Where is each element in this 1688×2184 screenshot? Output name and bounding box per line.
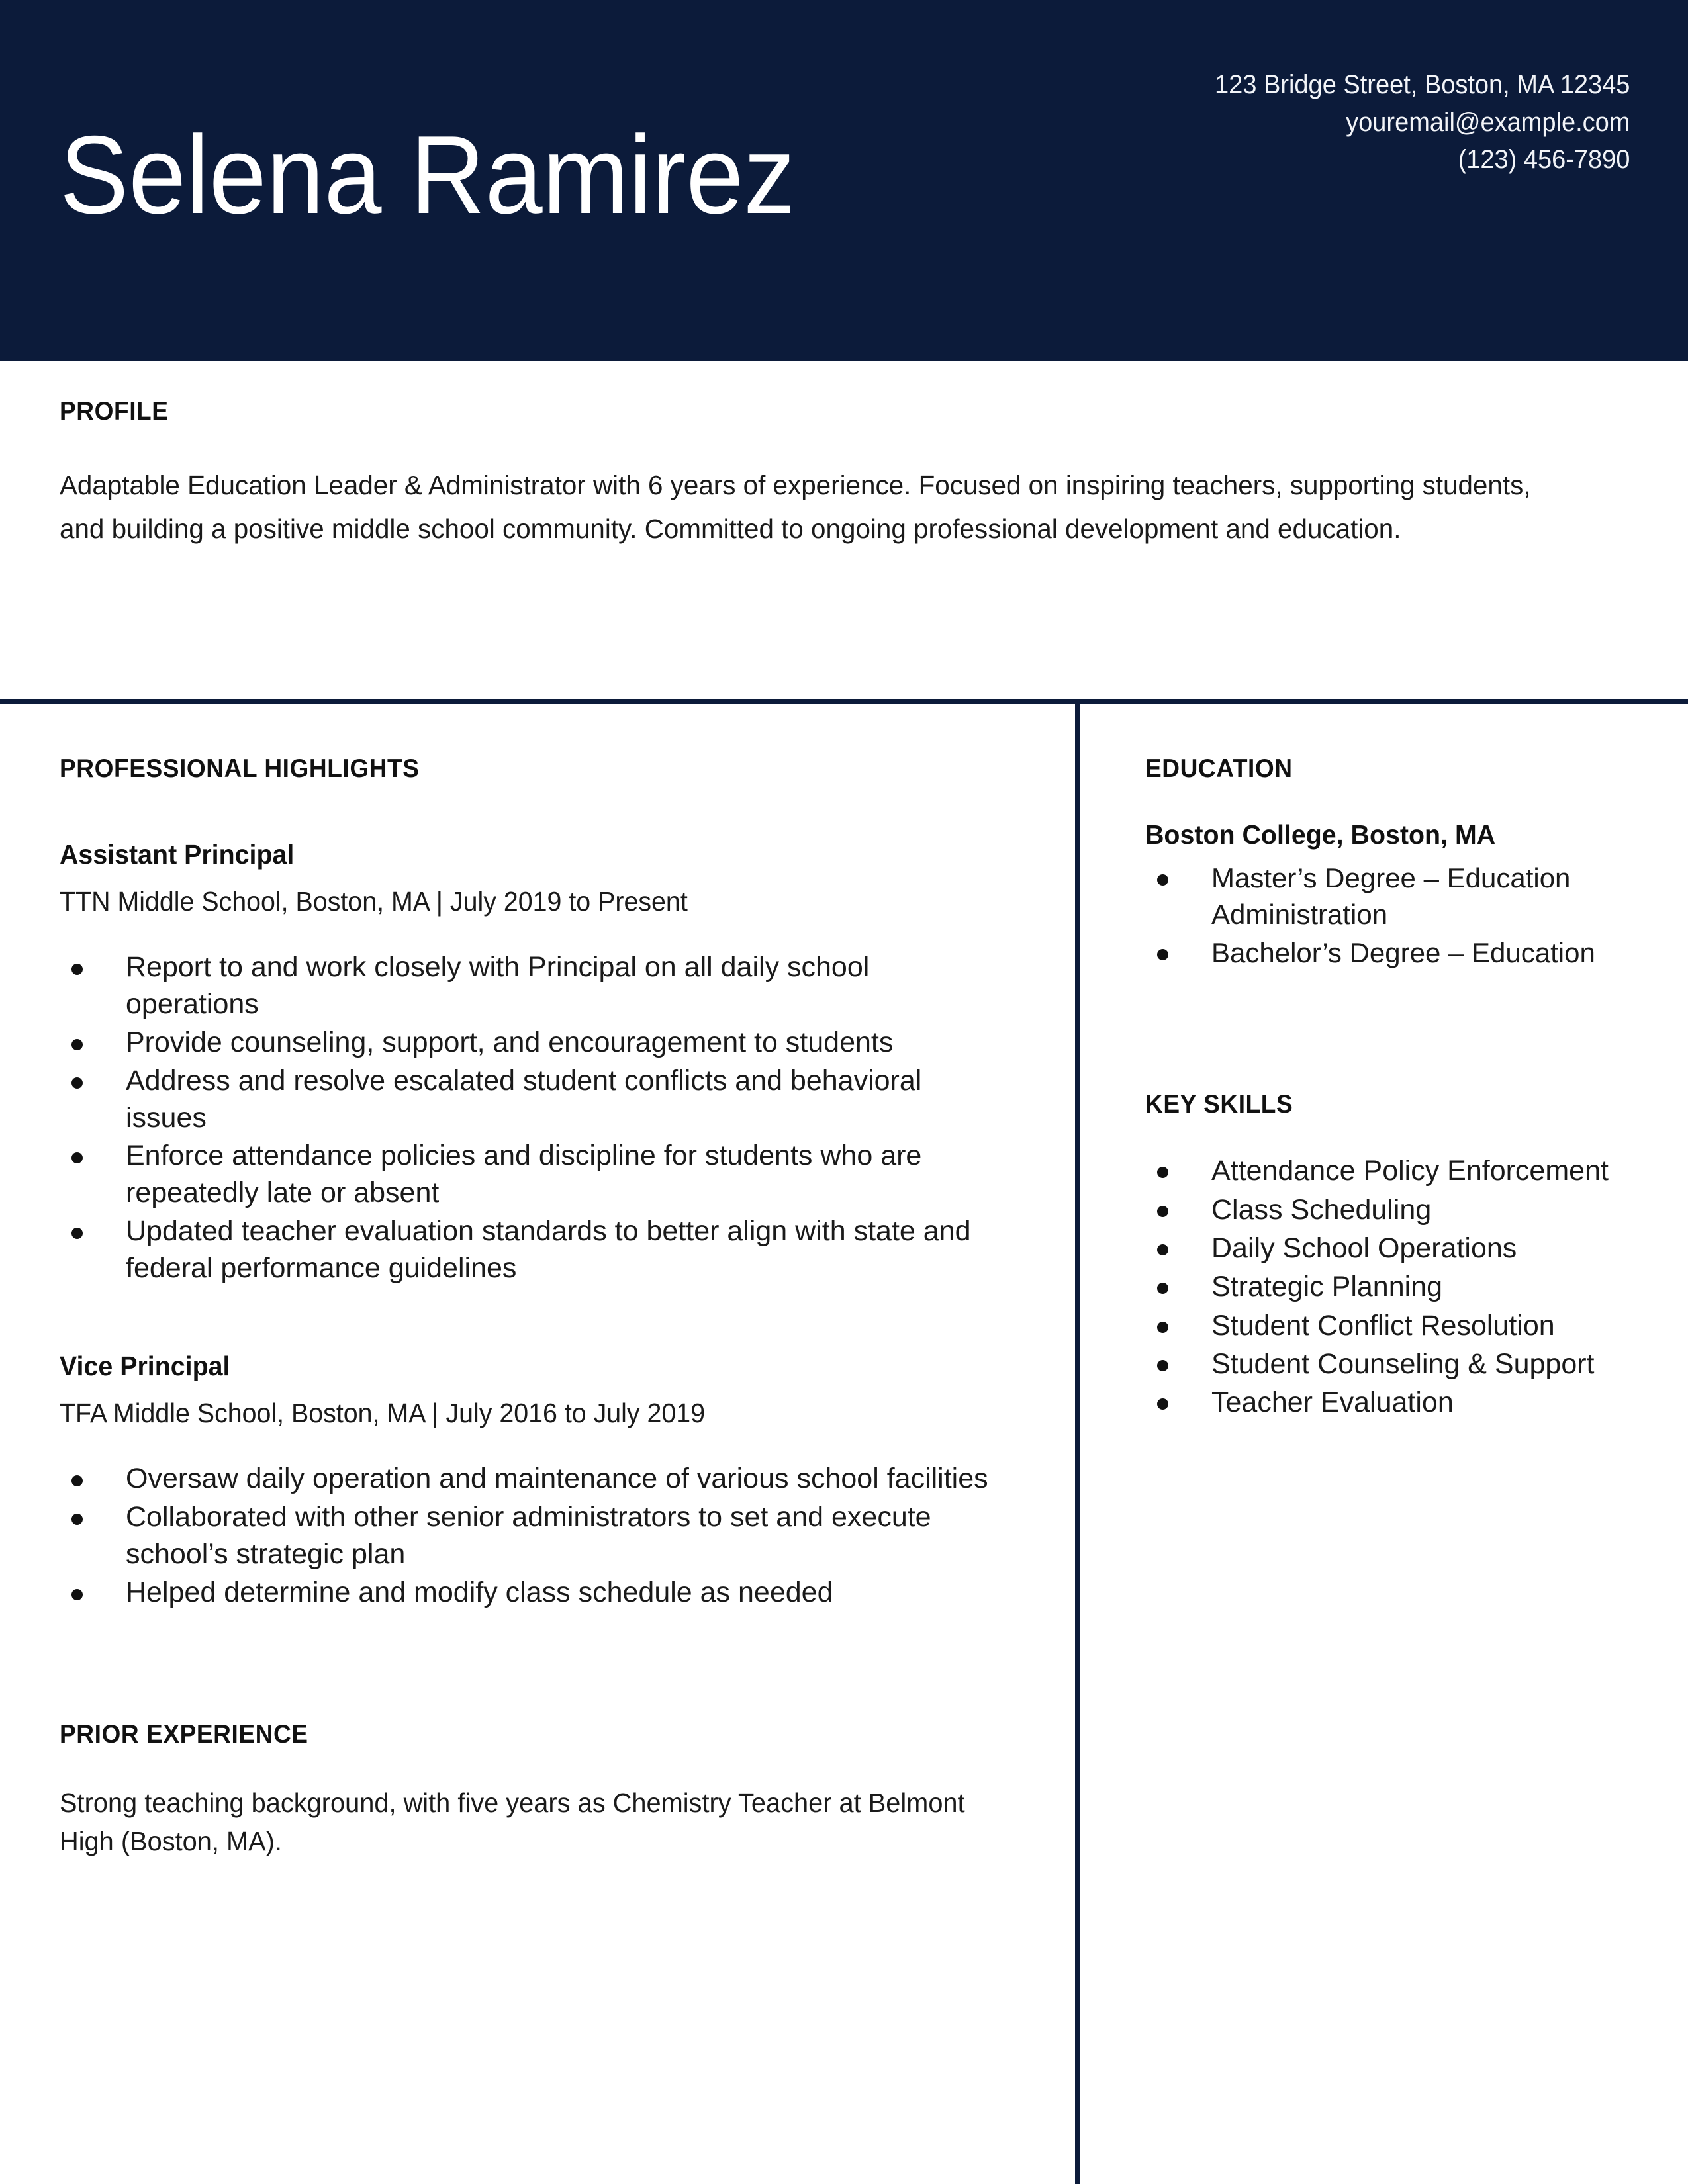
profile-text: Adaptable Education Leader & Administrator with 6 years of experience. Focused on inspiring teachers, supporting students, and building a positive middle school community. Committed to ongoing professional development and education. [60, 470, 1531, 545]
contact-email: youremail@example.com [1345, 107, 1630, 137]
list-item: Student Conflict Resolution [1145, 1307, 1622, 1344]
list-item: Master’s Degree – Education Administration [1145, 860, 1622, 933]
professional-highlights-heading: PROFESSIONAL HIGHLIGHTS [60, 754, 420, 783]
list-item: Updated teacher evaluation standards to better align with state and federal performance guidelines [60, 1213, 1000, 1287]
job-meta: TFA Middle School, Boston, MA | July 2016 to July 2019 [60, 1398, 706, 1429]
vertical-divider [1075, 699, 1080, 2184]
job-bullet-list [60, 1461, 1000, 1612]
list-item: Provide counseling, support, and encouragement to students [60, 1024, 1000, 1062]
list-item: Collaborated with other senior administrators to set and execute school’s strategic plan [60, 1499, 1000, 1573]
list-item: Student Counseling & Support [1145, 1345, 1622, 1383]
list-item: Bachelor’s Degree – Education [1145, 934, 1622, 971]
left-column [60, 754, 1000, 1860]
key-skills-section [1145, 1090, 1622, 1421]
prior-experience-heading: PRIOR EXPERIENCE [60, 1719, 308, 1749]
list-item: Class Scheduling [1145, 1191, 1622, 1228]
job-entry-vice-principal [60, 1351, 1000, 1612]
list-item: Enforce attendance policies and discipline for students who are repeatedly late or absent [60, 1138, 1000, 1212]
education-school: Boston College, Boston, MA [1145, 819, 1496, 850]
list-item: Helped determine and modify class schedule as needed [60, 1574, 1000, 1612]
list-item: Attendance Policy Enforcement [1145, 1152, 1622, 1189]
education-degree-list [1145, 860, 1622, 971]
education-heading: EDUCATION [1145, 754, 1293, 783]
contact-phone: (123) 456-7890 [1458, 145, 1630, 175]
contact-block [1215, 66, 1630, 179]
prior-experience-section [60, 1720, 1000, 1860]
job-bullet-list [60, 949, 1000, 1287]
list-item: Daily School Operations [1145, 1230, 1622, 1267]
job-entry-assistant-principal [60, 839, 1000, 1287]
list-item: Address and resolve escalated student conflicts and behavioral issues [60, 1063, 1000, 1137]
list-item: Strategic Planning [1145, 1268, 1622, 1305]
profile-heading: PROFILE [60, 397, 169, 426]
job-meta: TTN Middle School, Boston, MA | July 2019 to Present [60, 886, 688, 917]
right-column [1145, 754, 1622, 1423]
list-item: Report to and work closely with Principal on all daily school operations [60, 949, 1000, 1023]
list-item: Oversaw daily operation and maintenance of various school facilities [60, 1461, 1000, 1498]
job-title: Assistant Principal [60, 839, 295, 870]
horizontal-divider [0, 699, 1688, 704]
key-skills-list [1145, 1152, 1622, 1421]
candidate-name: Selena Ramirez [60, 113, 796, 238]
list-item: Teacher Evaluation [1145, 1384, 1622, 1421]
header-band [0, 0, 1688, 361]
profile-section [60, 397, 1635, 551]
header-content [60, 0, 1630, 361]
contact-address: 123 Bridge Street, Boston, MA 12345 [1214, 69, 1630, 99]
key-skills-heading: KEY SKILLS [1145, 1090, 1293, 1119]
job-title: Vice Principal [60, 1351, 230, 1382]
prior-experience-text: Strong teaching background, with five years as Chemistry Teacher at Belmont High (Boston, MA). [60, 1787, 965, 1856]
